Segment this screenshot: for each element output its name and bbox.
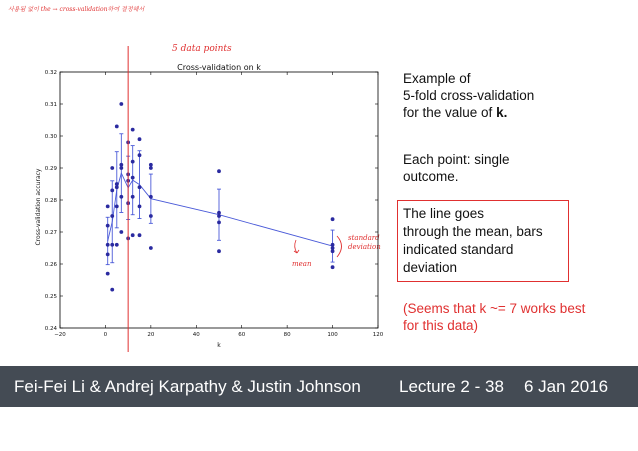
mean-line <box>108 173 333 246</box>
box-line4: deviation <box>403 260 458 275</box>
data-point <box>331 217 335 221</box>
explanation-line3 <box>403 104 603 121</box>
data-point <box>110 166 114 170</box>
data-point <box>138 205 142 209</box>
x-tick-label: 60 <box>238 332 246 338</box>
explanation-line1: Example of <box>403 71 471 86</box>
std-bracket <box>337 236 342 257</box>
box-line2: through the mean, bars <box>403 224 543 239</box>
mean-arrow <box>294 240 299 253</box>
y-tick-label: 0.25 <box>44 294 57 300</box>
explanation-k: k. <box>496 105 508 120</box>
explanation-line2: 5-fold cross-validation <box>403 88 535 103</box>
data-point <box>217 249 221 253</box>
point-explanation <box>403 151 603 185</box>
best-k-note <box>403 300 633 334</box>
data-point <box>149 163 153 167</box>
data-point <box>217 221 221 225</box>
data-point <box>106 253 110 257</box>
point-line1: Each point: single <box>403 152 510 167</box>
data-point <box>110 214 114 218</box>
data-point <box>217 211 221 215</box>
data-point <box>115 125 119 129</box>
x-tick-label: 100 <box>327 332 338 338</box>
handwriting-points-note: 5 data points <box>172 44 232 54</box>
data-point <box>217 169 221 173</box>
data-point <box>131 195 135 199</box>
x-tick-label: 40 <box>192 332 200 338</box>
y-tick-label: 0.24 <box>44 326 57 332</box>
data-point <box>149 246 153 250</box>
chart-title: Cross-validation on k <box>177 63 261 72</box>
data-point <box>131 176 135 180</box>
data-point <box>110 243 114 247</box>
y-tick-label: 0.30 <box>44 134 57 140</box>
data-point <box>110 189 114 193</box>
data-point <box>131 233 135 237</box>
data-point <box>138 153 142 157</box>
footer-date: 6 Jan 2016 <box>524 377 609 396</box>
y-tick-label: 0.31 <box>44 102 57 108</box>
x-tick-label: −20 <box>54 332 66 338</box>
x-tick-label: 120 <box>372 332 384 338</box>
data-point <box>106 243 110 247</box>
x-tick-label: 20 <box>147 332 155 338</box>
data-point <box>119 230 123 234</box>
box-line1: The line goes <box>403 206 485 221</box>
data-point <box>106 224 110 228</box>
y-tick-label: 0.28 <box>44 198 57 204</box>
data-point <box>106 272 110 276</box>
footer-authors: Fei-Fei Li & Andrej Karpathy & Justin Johnson <box>14 377 361 396</box>
data-point <box>119 163 123 167</box>
handwriting-top-note: 사용됨 없이 the → cross-validation하여 결정해서 <box>8 6 145 13</box>
footer-lecture: Lecture 2 - 38 <box>399 377 504 396</box>
y-tick-label: 0.32 <box>44 70 57 76</box>
handwriting-sd-note: standard deviation <box>348 234 381 251</box>
handwriting-mean-note: mean <box>292 260 312 268</box>
x-tick-label: 80 <box>283 332 291 338</box>
explanation-line3-text: for the value of <box>403 105 497 120</box>
data-point <box>115 205 119 209</box>
data-point <box>138 185 142 189</box>
data-point <box>131 160 135 164</box>
data-point <box>331 265 335 269</box>
note-line1: (Seems that k ~= 7 works best <box>403 301 586 316</box>
data-point <box>138 137 142 141</box>
data-point <box>149 214 153 218</box>
data-point <box>138 233 142 237</box>
line-explanation-box <box>397 200 569 282</box>
data-point <box>119 102 123 106</box>
x-tick-label: 0 <box>103 332 108 338</box>
point-line2: outcome. <box>403 169 459 184</box>
slide-footer <box>0 366 638 407</box>
data-point <box>119 195 123 199</box>
data-point <box>106 205 110 209</box>
data-point <box>115 243 119 247</box>
note-line2: for this data) <box>403 318 479 333</box>
y-tick-label: 0.29 <box>44 166 57 172</box>
data-point <box>115 182 119 186</box>
data-point <box>149 195 153 199</box>
explanation-block <box>403 70 603 121</box>
y-axis-label: Cross-validation accuracy <box>35 168 42 246</box>
y-tick-label: 0.27 <box>44 230 57 236</box>
data-point <box>110 288 114 292</box>
y-tick-label: 0.26 <box>44 262 57 268</box>
data-point <box>131 128 135 132</box>
x-axis-label: k <box>217 342 221 349</box>
box-line3: indicated standard <box>403 242 514 257</box>
data-point <box>331 243 335 247</box>
